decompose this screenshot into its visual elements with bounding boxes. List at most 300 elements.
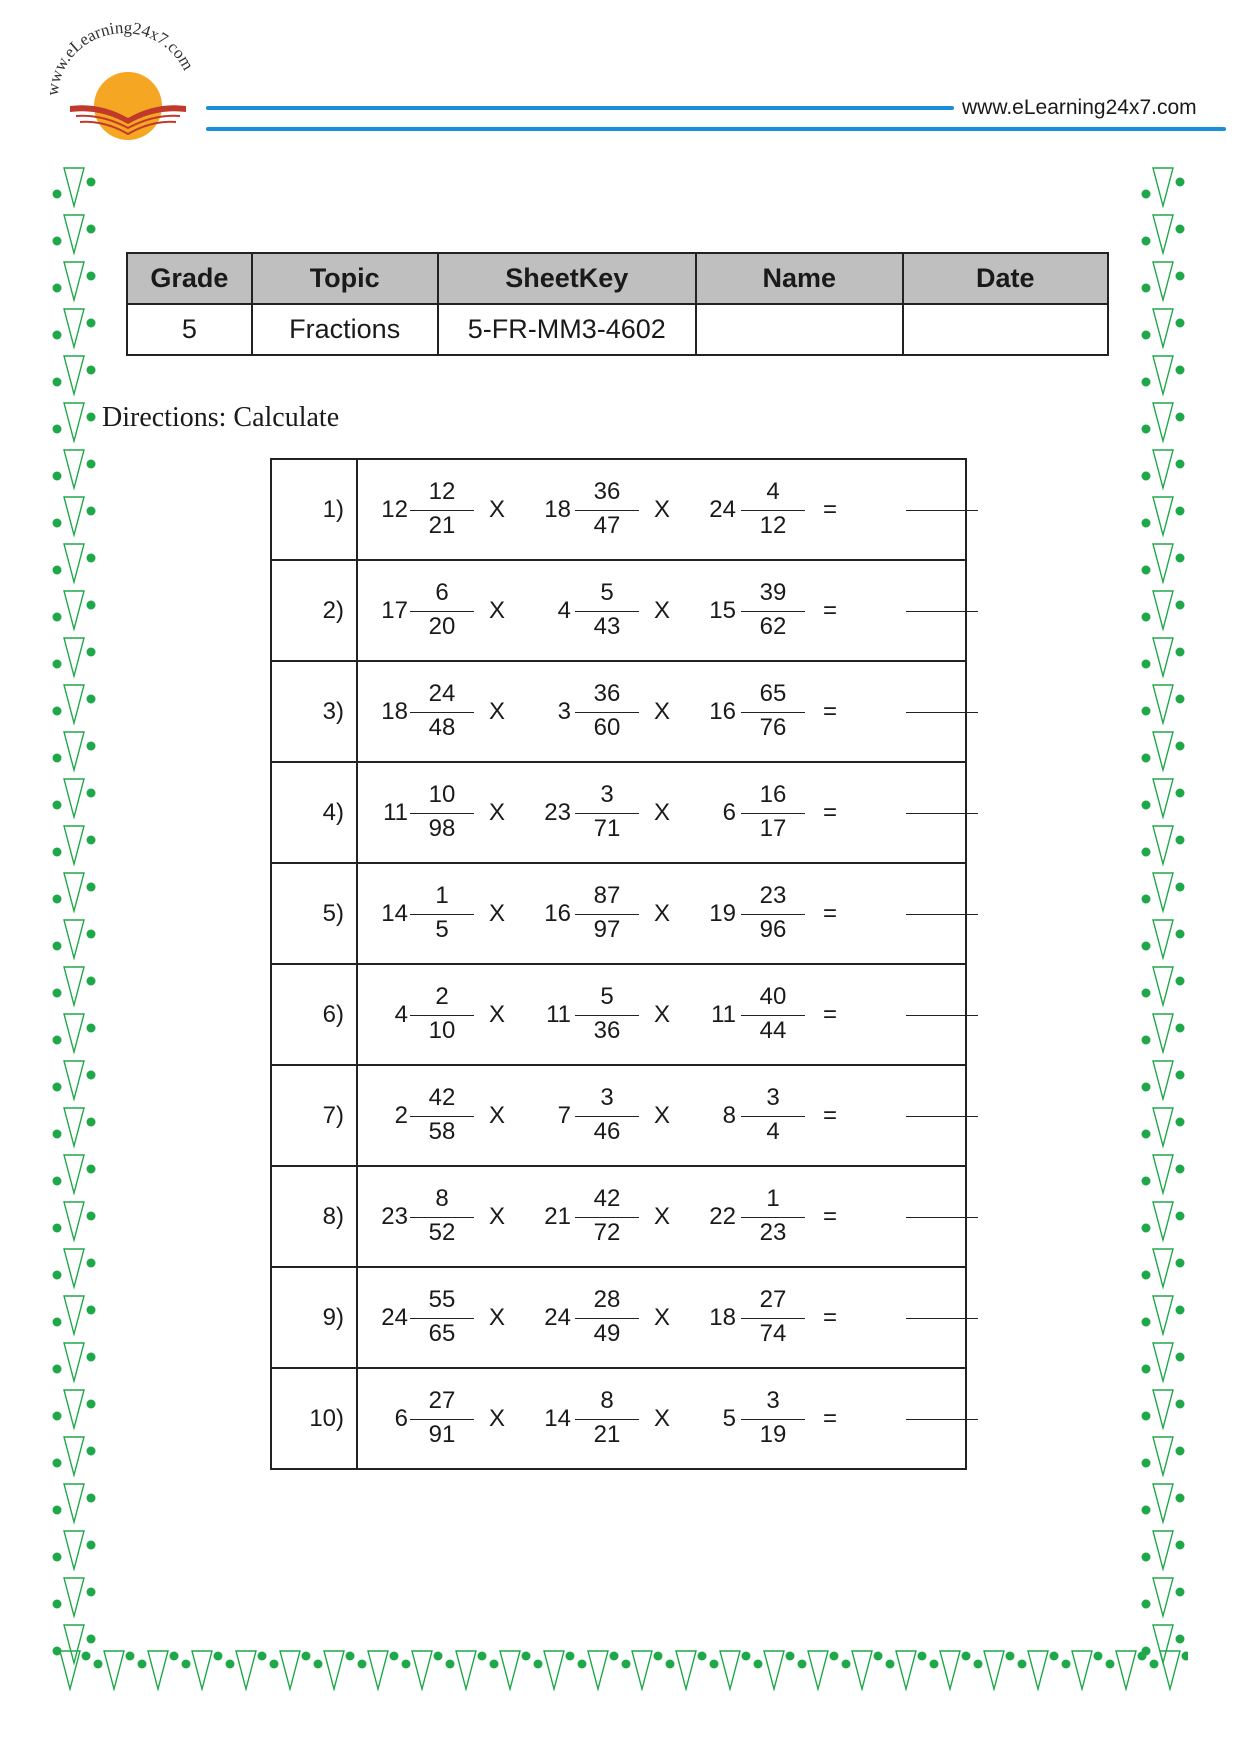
- whole-number: 22: [709, 1203, 736, 1230]
- border-dot: [53, 284, 62, 293]
- border-dot: [53, 1506, 62, 1515]
- border-dot: [1176, 554, 1185, 563]
- numerator: 27: [759, 1286, 787, 1313]
- fraction-bar: [575, 1217, 639, 1218]
- multiply-operator: X: [488, 1001, 505, 1028]
- denominator: 10: [428, 1017, 456, 1044]
- border-dot: [53, 1224, 62, 1233]
- border-dot: [1176, 460, 1185, 469]
- problems-table: [270, 458, 967, 1470]
- border-dot: [830, 1652, 839, 1661]
- border-triangle: [64, 1108, 84, 1146]
- border-triangle: [64, 826, 84, 864]
- border-dot: [53, 801, 62, 810]
- border-triangle: [720, 1651, 740, 1689]
- fraction-bar: [410, 1015, 474, 1016]
- border-dot: [87, 1588, 96, 1597]
- equals-sign: =: [822, 1304, 837, 1331]
- fraction: [575, 965, 639, 1064]
- border-dot: [1142, 848, 1151, 857]
- multiply-operator: X: [488, 496, 505, 523]
- fraction: [410, 1066, 474, 1165]
- border-dot: [1142, 707, 1151, 716]
- border-triangle: [64, 356, 84, 394]
- problem-expression: [357, 1368, 966, 1469]
- answer-blank[interactable]: [906, 763, 978, 862]
- directions: Directions: Calculate: [102, 402, 340, 433]
- fraction: [410, 662, 474, 761]
- border-triangle: [1153, 685, 1173, 723]
- header-rule-top: [206, 106, 954, 110]
- multiply-operator: X: [653, 1304, 670, 1331]
- date-header: Date: [903, 253, 1108, 304]
- border-dot: [1176, 1588, 1185, 1597]
- answer-blank[interactable]: [906, 864, 978, 963]
- whole-number: 24: [709, 496, 736, 523]
- whole-number: 6: [722, 799, 736, 826]
- border-dot: [170, 1652, 179, 1661]
- border-dot: [1176, 366, 1185, 375]
- numerator: 55: [428, 1286, 456, 1313]
- border-dot: [94, 1660, 103, 1669]
- fraction-bar: [575, 1419, 639, 1420]
- fraction: [741, 662, 805, 761]
- border-triangle: [236, 1651, 256, 1689]
- border-dot: [87, 507, 96, 516]
- border-dot: [1176, 178, 1185, 187]
- border-dot: [53, 1177, 62, 1186]
- fraction-bar: [741, 914, 805, 915]
- border-dot: [974, 1660, 983, 1669]
- whole-number: 19: [709, 900, 736, 927]
- border-dot: [87, 319, 96, 328]
- fraction-bar: [575, 510, 639, 511]
- problem-number: 5): [271, 863, 357, 964]
- problem-expression: [357, 459, 966, 560]
- border-dot: [1176, 1541, 1185, 1550]
- answer-blank[interactable]: [906, 1167, 978, 1266]
- border-dot: [622, 1660, 631, 1669]
- multiply-operator: X: [653, 1001, 670, 1028]
- fraction: [410, 965, 474, 1064]
- border-dot: [1176, 930, 1185, 939]
- denominator: 74: [759, 1320, 787, 1347]
- border-triangle: [64, 262, 84, 300]
- border-triangle: [1153, 403, 1173, 441]
- numerator: 12: [428, 478, 456, 505]
- border-dot: [610, 1652, 619, 1661]
- answer-line: [906, 914, 978, 915]
- border-triangle: [940, 1651, 960, 1689]
- denominator: 52: [428, 1219, 456, 1246]
- border-dot: [534, 1660, 543, 1669]
- border-dot: [87, 1118, 96, 1127]
- answer-blank[interactable]: [906, 662, 978, 761]
- border-dot: [446, 1660, 455, 1669]
- border-dot: [1094, 1652, 1103, 1661]
- problem-expression: [357, 762, 966, 863]
- denominator: 23: [759, 1219, 787, 1246]
- answer-blank[interactable]: [906, 1369, 978, 1468]
- border-dot: [53, 613, 62, 622]
- numerator: 24: [428, 680, 456, 707]
- whole-number: 8: [722, 1102, 736, 1129]
- border-dot: [402, 1660, 411, 1669]
- border-dot: [1142, 190, 1151, 199]
- border-dot: [53, 378, 62, 387]
- multiply-operator: X: [488, 1304, 505, 1331]
- border-dot: [302, 1652, 311, 1661]
- border-dot: [1176, 1635, 1185, 1644]
- fraction: [575, 1268, 639, 1367]
- multiply-operator: X: [653, 799, 670, 826]
- border-triangle: [64, 1390, 84, 1428]
- border-dot: [314, 1660, 323, 1669]
- border-dot: [1142, 237, 1151, 246]
- border-triangle: [64, 1578, 84, 1616]
- fraction: [741, 864, 805, 963]
- denominator: 12: [759, 512, 787, 539]
- border-dot: [1142, 1459, 1151, 1468]
- fraction: [410, 1167, 474, 1266]
- border-dot: [1176, 1400, 1185, 1409]
- border-dot: [53, 1036, 62, 1045]
- multiply-operator: X: [653, 1203, 670, 1230]
- border-dot: [53, 566, 62, 575]
- answer-blank[interactable]: [906, 460, 978, 559]
- problem-row: [271, 1368, 966, 1469]
- border-triangle: [64, 1061, 84, 1099]
- whole-number: 14: [381, 900, 408, 927]
- whole-number: 17: [381, 597, 408, 624]
- border-dot: [87, 1306, 96, 1315]
- multiply-operator: X: [653, 900, 670, 927]
- fraction: [741, 1369, 805, 1468]
- problem-number: 1): [271, 459, 357, 560]
- whole-number: 12: [381, 496, 408, 523]
- answer-blank[interactable]: [906, 561, 978, 660]
- problem-row: [271, 762, 966, 863]
- border-dot: [1142, 754, 1151, 763]
- border-triangle: [676, 1651, 696, 1689]
- numerator: 8: [600, 1387, 614, 1414]
- grade-header: Grade: [127, 253, 252, 304]
- numerator: 27: [428, 1387, 456, 1414]
- whole-number: 5: [722, 1405, 736, 1432]
- border-dot: [742, 1652, 751, 1661]
- border-dot: [962, 1652, 971, 1661]
- whole-number: 18: [381, 698, 408, 725]
- border-dot: [1142, 801, 1151, 810]
- numerator: 16: [759, 781, 787, 808]
- border-triangle: [280, 1651, 300, 1689]
- numerator: 3: [600, 1084, 614, 1111]
- border-dot: [87, 366, 96, 375]
- numerator: 3: [766, 1387, 780, 1414]
- border-triangle: [1072, 1651, 1092, 1689]
- border-triangle: [64, 1484, 84, 1522]
- border-dot: [1176, 319, 1185, 328]
- border-dot: [87, 1447, 96, 1456]
- border-dot: [87, 1259, 96, 1268]
- numerator: 36: [593, 478, 621, 505]
- border-triangle: [1153, 1343, 1173, 1381]
- border-dot: [1106, 1660, 1115, 1669]
- border-triangle: [1153, 1202, 1173, 1240]
- border-triangle: [64, 1202, 84, 1240]
- fraction-bar: [575, 1116, 639, 1117]
- whole-number: 24: [544, 1304, 571, 1331]
- numerator: 3: [600, 781, 614, 808]
- denominator: 97: [593, 916, 621, 943]
- border-triangle: [1153, 591, 1173, 629]
- border-triangle: [896, 1651, 916, 1689]
- denominator: 43: [593, 613, 621, 640]
- info-table-value-row: [127, 304, 1108, 355]
- border-dot: [87, 1071, 96, 1080]
- border-triangle: [64, 685, 84, 723]
- border-triangle: [984, 1651, 1004, 1689]
- border-dot: [87, 272, 96, 281]
- border-triangle: [1153, 544, 1173, 582]
- whole-number: 11: [546, 1001, 571, 1028]
- multiply-operator: X: [488, 698, 505, 725]
- border-triangle: [1153, 1061, 1173, 1099]
- denominator: 71: [593, 815, 621, 842]
- border-triangle: [64, 732, 84, 770]
- answer-line: [906, 1015, 978, 1016]
- fraction-bar: [741, 813, 805, 814]
- border-triangle: [1153, 1155, 1173, 1193]
- border-dot: [53, 237, 62, 246]
- equals-sign: =: [822, 1405, 837, 1432]
- border-dot: [53, 754, 62, 763]
- numerator: 2: [435, 983, 449, 1010]
- numerator: 8: [435, 1185, 449, 1212]
- border-dot: [53, 942, 62, 951]
- multiply-operator: X: [488, 1203, 505, 1230]
- fraction: [575, 662, 639, 761]
- border-dot: [698, 1652, 707, 1661]
- border-dot: [1142, 378, 1151, 387]
- border-dot: [1142, 1365, 1151, 1374]
- numerator: 1: [766, 1185, 780, 1212]
- border-dot: [87, 554, 96, 563]
- border-triangle: [588, 1651, 608, 1689]
- problem-expression: [357, 863, 966, 964]
- fraction: [575, 561, 639, 660]
- denominator: 44: [759, 1017, 787, 1044]
- border-dot: [1142, 1506, 1151, 1515]
- border-triangle: [1153, 1014, 1173, 1052]
- border-triangle: [64, 1249, 84, 1287]
- fraction: [575, 1066, 639, 1165]
- whole-number: 18: [544, 496, 571, 523]
- border-dot: [1142, 613, 1151, 622]
- border-dot: [214, 1652, 223, 1661]
- border-dot: [1176, 1353, 1185, 1362]
- border-dot: [1176, 789, 1185, 798]
- border-dot: [1142, 1177, 1151, 1186]
- whole-number: 16: [544, 900, 571, 927]
- denominator: 91: [428, 1421, 456, 1448]
- fraction-bar: [575, 914, 639, 915]
- border-triangle: [64, 215, 84, 253]
- topic-value: Fractions: [252, 304, 438, 355]
- fraction-bar: [741, 1419, 805, 1420]
- whole-number: 15: [709, 597, 736, 624]
- multiply-operator: X: [653, 698, 670, 725]
- answer-line: [906, 813, 978, 814]
- site-logo: [40, 18, 220, 148]
- answer-line: [906, 510, 978, 511]
- border-dot: [53, 1083, 62, 1092]
- border-triangle: [64, 1296, 84, 1334]
- name-header: Name: [696, 253, 903, 304]
- border-dot: [1142, 1318, 1151, 1327]
- answer-blank[interactable]: [906, 965, 978, 1064]
- border-dot: [87, 460, 96, 469]
- problem-row: [271, 1166, 966, 1267]
- problem-number: 8): [271, 1166, 357, 1267]
- border-dot: [1176, 1494, 1185, 1503]
- date-field[interactable]: [903, 304, 1108, 355]
- topic-header: Topic: [252, 253, 438, 304]
- name-field[interactable]: [696, 304, 903, 355]
- info-table-header-row: [127, 253, 1108, 304]
- denominator: 46: [593, 1118, 621, 1145]
- border-dot: [1142, 895, 1151, 904]
- border-triangle: [1153, 1578, 1173, 1616]
- problem-row: [271, 459, 966, 560]
- denominator: 21: [593, 1421, 621, 1448]
- whole-number: 4: [394, 1001, 408, 1028]
- border-triangle: [64, 403, 84, 441]
- border-dot: [1176, 836, 1185, 845]
- border-dot: [1176, 413, 1185, 422]
- fraction-bar: [741, 1217, 805, 1218]
- border-triangle: [104, 1651, 124, 1689]
- border-dot: [53, 1318, 62, 1327]
- fraction-bar: [741, 1116, 805, 1117]
- denominator: 60: [593, 714, 621, 741]
- denominator: 72: [593, 1219, 621, 1246]
- border-dot: [1142, 660, 1151, 669]
- border-dot: [53, 1600, 62, 1609]
- border-dot: [1142, 942, 1151, 951]
- border-dot: [1176, 1259, 1185, 1268]
- border-triangle: [64, 920, 84, 958]
- answer-line: [906, 712, 978, 713]
- fraction: [410, 763, 474, 862]
- border-dot: [1176, 1071, 1185, 1080]
- border-triangle: [1160, 1651, 1180, 1689]
- border-dot: [1182, 1652, 1189, 1661]
- equals-sign: =: [822, 900, 837, 927]
- multiply-operator: X: [653, 1405, 670, 1432]
- border-triangle: [1153, 497, 1173, 535]
- problem-number: 10): [271, 1368, 357, 1469]
- border-dot: [1142, 566, 1151, 575]
- border-dot: [87, 1353, 96, 1362]
- denominator: 96: [759, 916, 787, 943]
- denominator: 21: [428, 512, 456, 539]
- border-dot: [522, 1652, 531, 1661]
- border-dot: [1176, 648, 1185, 657]
- denominator: 62: [759, 613, 787, 640]
- border-dot: [1176, 1212, 1185, 1221]
- border-dot: [1138, 1652, 1147, 1661]
- border-dot: [786, 1652, 795, 1661]
- border-dot: [53, 190, 62, 199]
- border-dot: [270, 1660, 279, 1669]
- fraction-bar: [410, 611, 474, 612]
- border-triangle: [64, 1014, 84, 1052]
- border-triangle: [1116, 1651, 1136, 1689]
- border-dot: [434, 1652, 443, 1661]
- border-dot: [1176, 695, 1185, 704]
- fraction-bar: [575, 712, 639, 713]
- border-dot: [53, 660, 62, 669]
- border-triangle: [1153, 826, 1173, 864]
- problem-row: [271, 661, 966, 762]
- problem-row: [271, 1267, 966, 1368]
- numerator: 3: [766, 1084, 780, 1111]
- multiply-operator: X: [488, 1405, 505, 1432]
- border-dot: [1176, 977, 1185, 986]
- answer-blank[interactable]: [906, 1268, 978, 1367]
- denominator: 98: [428, 815, 456, 842]
- fraction-bar: [575, 813, 639, 814]
- border-dot: [87, 1635, 96, 1644]
- whole-number: 2: [394, 1102, 408, 1129]
- fraction-bar: [410, 1318, 474, 1319]
- header-rule-bottom: [206, 127, 1226, 131]
- border-triangle: [1153, 450, 1173, 488]
- problem-expression: [357, 964, 966, 1065]
- answer-blank[interactable]: [906, 1066, 978, 1165]
- border-dot: [53, 1365, 62, 1374]
- border-dot: [53, 1271, 62, 1280]
- numerator: 4: [766, 478, 780, 505]
- border-dot: [1142, 1412, 1151, 1421]
- border-dot: [1176, 507, 1185, 516]
- equals-sign: =: [822, 1001, 837, 1028]
- border-dot: [226, 1660, 235, 1669]
- border-dot: [87, 1400, 96, 1409]
- fraction-bar: [741, 1015, 805, 1016]
- border-dot: [87, 883, 96, 892]
- fraction: [575, 460, 639, 559]
- whole-number: 11: [711, 1001, 736, 1028]
- border-triangle: [64, 544, 84, 582]
- border-dot: [182, 1660, 191, 1669]
- border-dot: [258, 1652, 267, 1661]
- denominator: 48: [428, 714, 456, 741]
- whole-number: 23: [381, 1203, 408, 1230]
- border-triangle: [1153, 1390, 1173, 1428]
- border-dot: [53, 331, 62, 340]
- border-dot: [87, 1541, 96, 1550]
- problem-expression: [357, 1065, 966, 1166]
- border-dot: [710, 1660, 719, 1669]
- numerator: 42: [428, 1084, 456, 1111]
- denominator: 65: [428, 1320, 456, 1347]
- sheetkey-header: SheetKey: [438, 253, 696, 304]
- answer-line: [906, 611, 978, 612]
- border-triangle: [64, 1343, 84, 1381]
- border-dot: [358, 1660, 367, 1669]
